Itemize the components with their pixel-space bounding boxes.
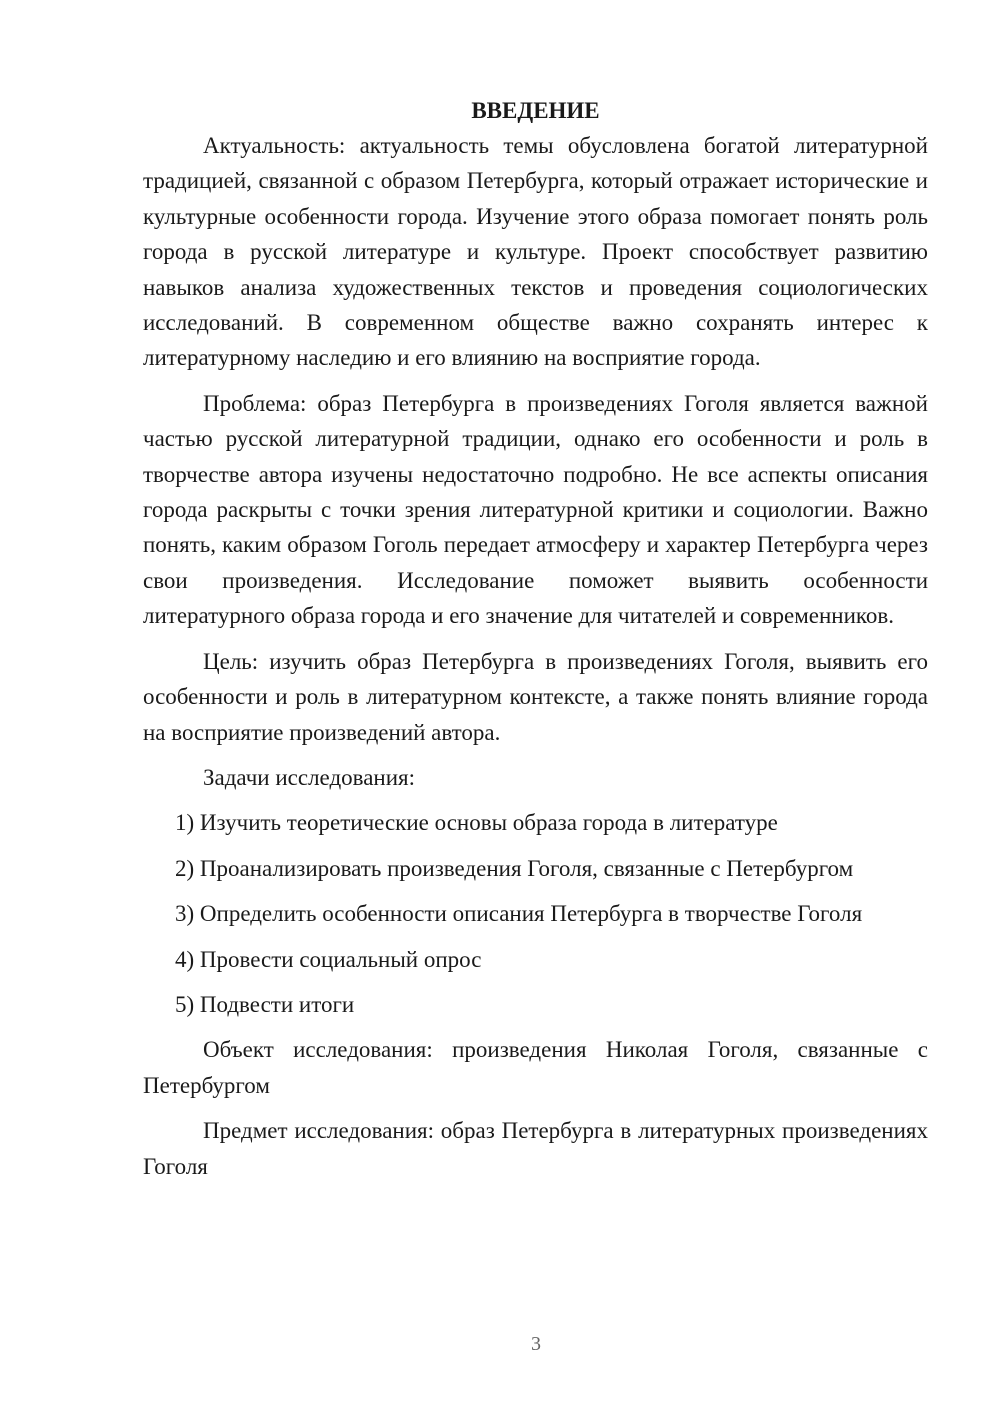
relevance-paragraph: Актуальность: актуальность темы обусловлена богатой литературной традицией, связанной с образом Петербурга, который отражает исторические и культурные особенности города. Изучение этого образа помогает понять роль города в русской литературе и культуре. Проект способствует развитию навыков анализа художественных текстов и проведения социологических исследований. В современном обществе важно сохранять интерес к литературному наследию и его влиянию на восприятие города. bbox=[143, 133, 928, 371]
goal-paragraph: Цель: изучить образ Петербурга в произведениях Гоголя, выявить его особенности и роль в литературном контексте, а также понять влияние города на восприятие произведений автора. bbox=[143, 648, 928, 745]
problem-paragraph: Проблема: образ Петербурга в произведениях Гоголя является важной частью русской литературной традиции, однако его особенности и роль в творчестве автора изучены недостаточно подробно. Не все аспекты описания города раскрыты с точки зрения литературной критики и социологии. Важно понять, каким образом Гоголь передает атмосферу и характер Петербурга через свои произведения. Исследование поможет выявить особенности литературного образа города и его значение для читателей и современников. bbox=[143, 390, 928, 629]
task-item-3: 3) Определить особенности описания Петербурга в творчестве Гоголя bbox=[175, 901, 863, 927]
object-paragraph: Объект исследования: произведения Николая Гоголя, связанные с Петербургом bbox=[143, 1037, 928, 1098]
task-item-5: 5) Подвести итоги bbox=[175, 991, 355, 1017]
task-item-1: 1) Изучить теоретические основы образа города в литературе bbox=[175, 810, 778, 836]
task-item-2: 2) Проанализировать произведения Гоголя, связанные с Петербургом bbox=[175, 855, 854, 881]
section-title: ВВЕДЕНИЕ bbox=[471, 98, 600, 123]
task-list bbox=[143, 805, 928, 1022]
page-number: 3 bbox=[531, 1333, 541, 1355]
subject-paragraph: Предмет исследования: образ Петербурга в литературных произведениях Гоголя bbox=[143, 1118, 928, 1179]
page-content bbox=[143, 93, 928, 1184]
tasks-heading: Задачи исследования: bbox=[203, 764, 416, 790]
task-item-4: 4) Провести социальный опрос bbox=[175, 946, 482, 972]
